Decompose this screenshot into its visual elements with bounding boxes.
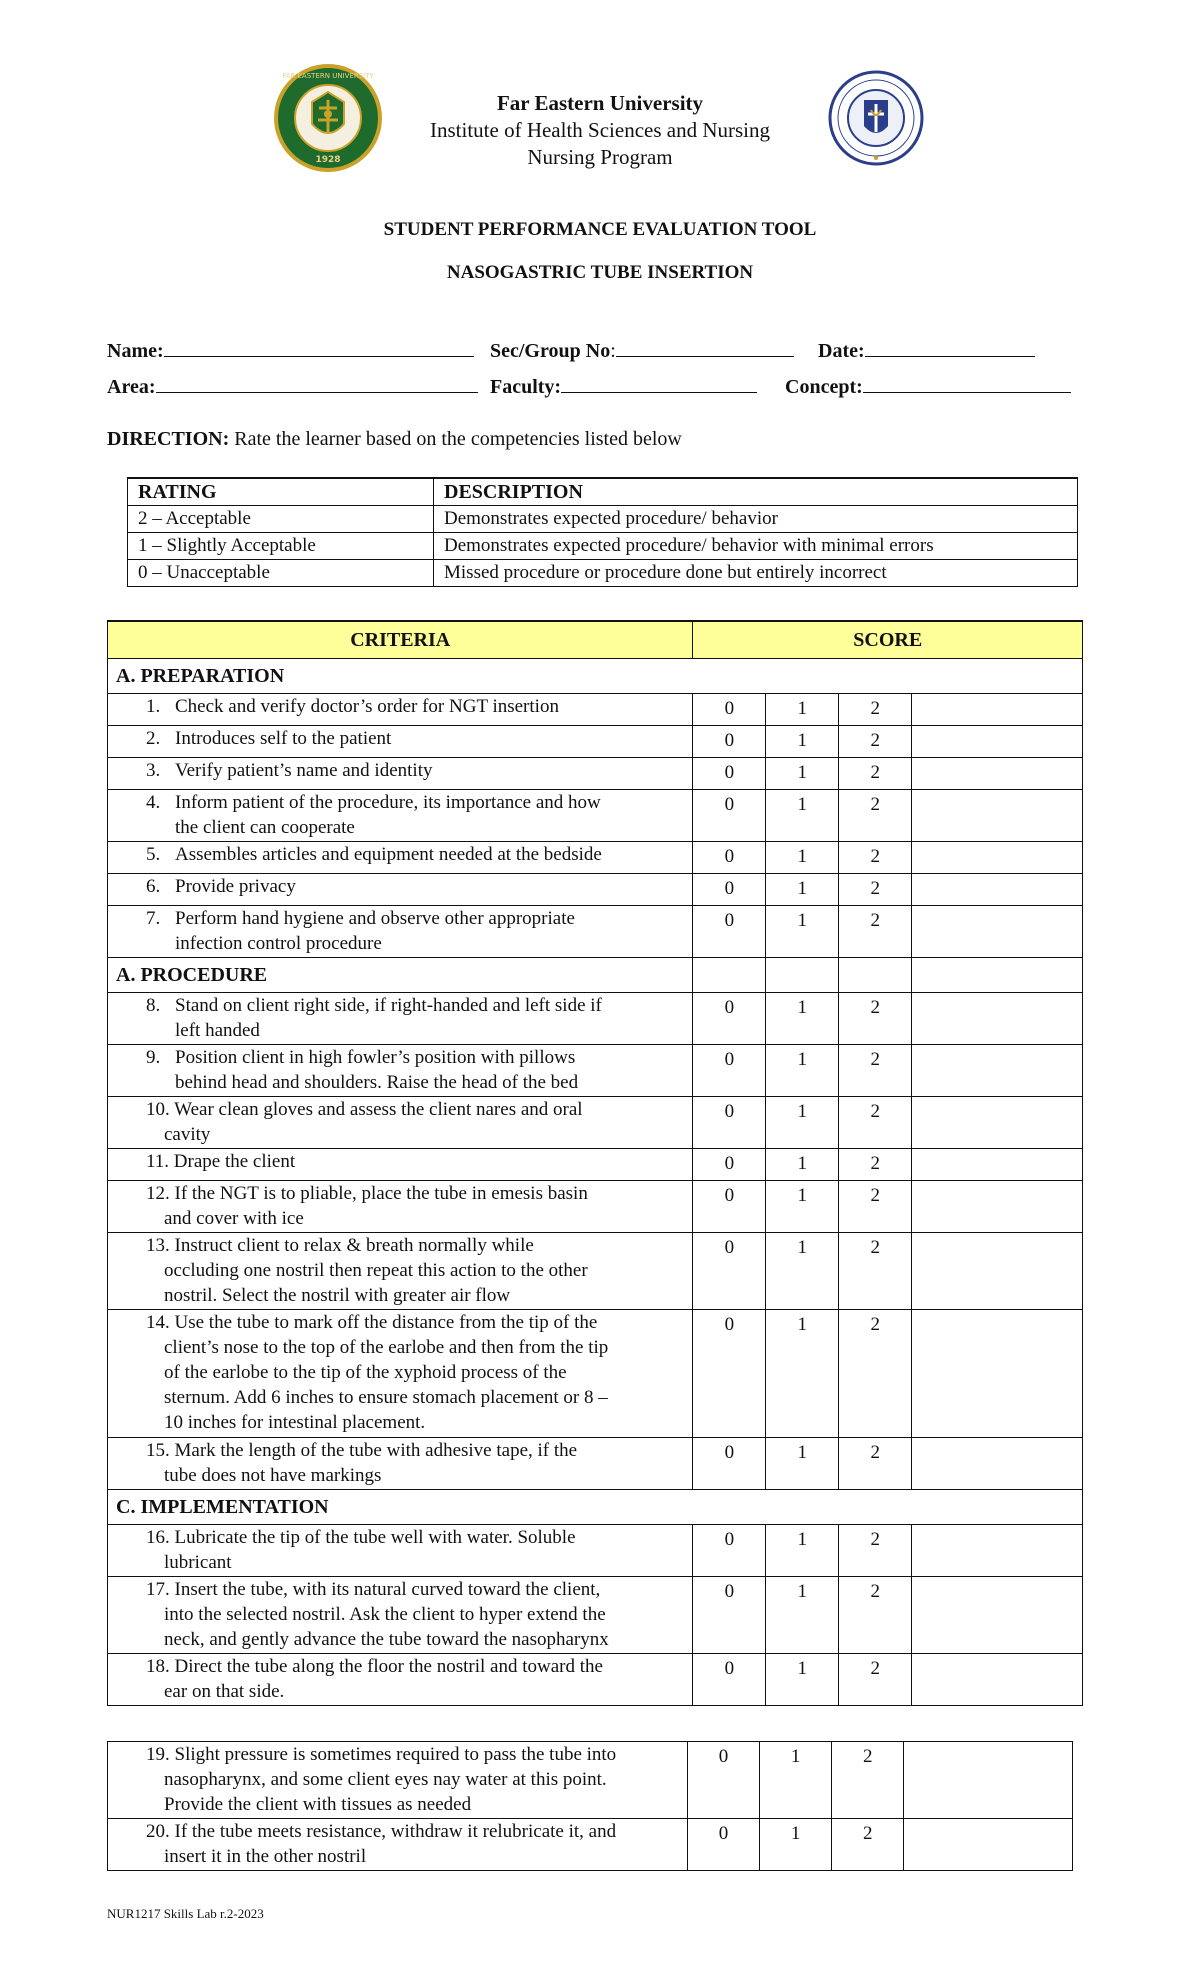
score-option-0[interactable]: 0	[693, 694, 766, 726]
score-option-2[interactable]: 2	[839, 1149, 912, 1181]
rating-row	[128, 560, 1078, 587]
score-option-0[interactable]: 0	[693, 1438, 766, 1490]
item-number: 3.	[146, 760, 161, 781]
score-option-2[interactable]: 2	[839, 1310, 912, 1438]
item-text-line: Provide privacy	[175, 876, 296, 897]
item-text-line: Lubricate the tip of the tube well with water. Soluble	[174, 1527, 576, 1548]
item-text-line: 10 inches for intestinal placement.	[164, 1412, 426, 1433]
item-text-line: ear on that side.	[164, 1681, 285, 1702]
score-remarks-cell[interactable]	[912, 1438, 1083, 1490]
score-header: SCORE	[693, 621, 1083, 659]
score-remarks-cell[interactable]	[912, 1181, 1083, 1233]
score-option-2[interactable]: 2	[839, 1654, 912, 1706]
score-option-0[interactable]: 0	[688, 1742, 760, 1819]
score-option-0[interactable]: 0	[693, 1654, 766, 1706]
criteria-item-row	[108, 1819, 1073, 1871]
score-remarks-cell[interactable]	[912, 758, 1083, 790]
score-option-0[interactable]: 0	[693, 842, 766, 874]
criteria-item-row	[108, 1742, 1073, 1819]
empty-score-cell	[693, 958, 766, 993]
score-option-1[interactable]: 1	[766, 1654, 839, 1706]
score-option-1[interactable]: 1	[766, 1310, 839, 1438]
score-remarks-cell[interactable]	[912, 842, 1083, 874]
item-number: 9.	[146, 1047, 161, 1068]
item-text-line: Direct the tube along the floor the nostril and toward the	[174, 1656, 603, 1677]
direction-body: Rate the learner based on the competencies listed below	[229, 428, 682, 450]
item-text-line: Mark the length of the tube with adhesive tape, if the	[174, 1440, 578, 1461]
item-text-line: Slight pressure is sometimes required to pass the tube into	[174, 1744, 617, 1765]
score-remarks-cell[interactable]	[912, 1654, 1083, 1706]
item-text-line: Check and verify doctor’s order for NGT insertion	[175, 696, 559, 717]
rating-value: 1 – Slightly Acceptable	[128, 533, 434, 560]
rating-description: Demonstrates expected procedure/ behavior with minimal errors	[434, 533, 1078, 560]
criteria-item-row	[108, 790, 1083, 842]
item-text-line: infection control procedure	[175, 933, 382, 954]
item-text-line: Assembles articles and equipment needed at the bedside	[175, 844, 602, 865]
name-field[interactable]	[107, 338, 474, 363]
item-number: 14.	[146, 1312, 170, 1333]
section-row-implementation	[108, 1490, 1083, 1525]
criteria-table-continued	[107, 1741, 1073, 1871]
criteria-table	[107, 620, 1083, 1706]
svg-text:1928: 1928	[315, 155, 341, 165]
score-remarks-cell[interactable]	[912, 726, 1083, 758]
concept-field[interactable]	[785, 374, 1071, 399]
score-option-1[interactable]: 1	[766, 842, 839, 874]
score-option-2[interactable]: 2	[839, 790, 912, 842]
score-option-1[interactable]: 1	[766, 1097, 839, 1149]
document-subtitle: NASOGASTRIC TUBE INSERTION	[446, 262, 754, 283]
criteria-item-row	[108, 1525, 1083, 1577]
score-remarks-cell[interactable]	[912, 790, 1083, 842]
empty-score-cell	[839, 958, 912, 993]
item-text-line: nasopharynx, and some client eyes nay water at this point.	[164, 1769, 607, 1790]
criteria-item-row	[108, 1181, 1083, 1233]
item-text-line: left handed	[175, 1020, 260, 1041]
item-number: 4.	[146, 792, 161, 813]
item-number: 12.	[146, 1183, 170, 1204]
section-heading: A. PREPARATION	[108, 659, 1083, 694]
criteria-item-row	[108, 874, 1083, 906]
score-option-1[interactable]: 1	[766, 874, 839, 906]
item-number: 18.	[146, 1656, 170, 1677]
item-number: 1.	[146, 696, 161, 717]
rating-value: 0 – Unacceptable	[128, 560, 434, 587]
score-remarks-cell[interactable]	[912, 1045, 1083, 1097]
score-option-2[interactable]: 2	[839, 1577, 912, 1654]
score-remarks-cell[interactable]	[912, 1310, 1083, 1438]
item-number: 8.	[146, 995, 161, 1016]
rating-header: RATING	[128, 478, 434, 506]
item-text-line: If the NGT is to pliable, place the tube in emesis basin	[174, 1183, 588, 1204]
criteria-item-row	[108, 758, 1083, 790]
item-text-line: and cover with ice	[164, 1208, 304, 1229]
criteria-item-row	[108, 1149, 1083, 1181]
score-option-0[interactable]: 0	[693, 1097, 766, 1149]
score-option-1[interactable]: 1	[766, 1045, 839, 1097]
item-text-line: into the selected nostril. Ask the client to hyper extend the	[164, 1604, 606, 1625]
score-option-2[interactable]: 2	[839, 1438, 912, 1490]
criteria-item-row	[108, 993, 1083, 1045]
score-remarks-cell[interactable]	[912, 1577, 1083, 1654]
item-text-line: neck, and gently advance the tube toward the nasopharynx	[164, 1629, 609, 1650]
section-row-preparation	[108, 659, 1083, 694]
score-option-1[interactable]: 1	[766, 993, 839, 1045]
item-text-line: Inform patient of the procedure, its importance and how	[175, 792, 601, 813]
section-heading: A. PROCEDURE	[108, 958, 693, 993]
score-option-0[interactable]: 0	[688, 1819, 760, 1871]
item-number: 11.	[146, 1151, 170, 1172]
score-option-1[interactable]: 1	[766, 1181, 839, 1233]
item-number: 20.	[146, 1821, 170, 1842]
score-remarks-cell[interactable]	[912, 993, 1083, 1045]
item-text-line: Verify patient’s name and identity	[175, 760, 433, 781]
item-text-line: sternum. Add 6 inches to ensure stomach placement or 8 –	[164, 1387, 608, 1408]
item-number: 5.	[146, 844, 161, 865]
item-text-line: Provide the client with tissues as needed	[164, 1794, 472, 1815]
criteria-header-row	[108, 621, 1083, 659]
rating-row	[128, 506, 1078, 533]
criteria-item-row	[108, 1310, 1083, 1438]
score-option-1[interactable]: 1	[766, 1233, 839, 1310]
item-text-line: Instruct client to relax & breath normally while	[174, 1235, 534, 1256]
criteria-item-row	[108, 906, 1083, 958]
score-option-0[interactable]: 0	[693, 1233, 766, 1310]
item-number: 19.	[146, 1744, 170, 1765]
item-number: 13.	[146, 1235, 170, 1256]
score-option-1[interactable]: 1	[766, 1525, 839, 1577]
name-label: Name:	[107, 340, 164, 362]
score-option-0[interactable]: 0	[693, 790, 766, 842]
score-option-2[interactable]: 2	[839, 1233, 912, 1310]
item-number: 15.	[146, 1440, 170, 1461]
item-text-line: cavity	[164, 1124, 211, 1145]
score-option-1[interactable]: 1	[766, 694, 839, 726]
criteria-item-row	[108, 842, 1083, 874]
score-remarks-cell[interactable]	[912, 1097, 1083, 1149]
item-text-line: insert it in the other nostril	[164, 1846, 367, 1867]
score-option-1[interactable]: 1	[766, 790, 839, 842]
score-option-1[interactable]: 1	[766, 1577, 839, 1654]
score-option-0[interactable]: 0	[693, 1149, 766, 1181]
faculty-field[interactable]	[490, 374, 757, 399]
item-text-line: Stand on client right side, if right-handed and left side if	[175, 995, 602, 1016]
sec-group-label: Sec/Group No	[490, 340, 611, 362]
description-header: DESCRIPTION	[434, 478, 1078, 506]
score-option-2[interactable]: 2	[839, 1097, 912, 1149]
score-option-2[interactable]: 2	[839, 1045, 912, 1097]
score-remarks-cell[interactable]	[912, 1149, 1083, 1181]
item-text-line: tube does not have markings	[164, 1465, 382, 1486]
score-remarks-cell[interactable]	[904, 1742, 1073, 1819]
rating-legend-table	[127, 477, 1078, 587]
concept-label: Concept:	[785, 376, 863, 398]
empty-score-cell	[912, 958, 1083, 993]
item-number: 6.	[146, 876, 161, 897]
score-option-2[interactable]: 2	[839, 1525, 912, 1577]
score-option-0[interactable]: 0	[693, 1045, 766, 1097]
criteria-item-row	[108, 1654, 1083, 1706]
item-text-line: occluding one nostril then repeat this action to the other	[164, 1260, 588, 1281]
criteria-item-row	[108, 726, 1083, 758]
university-name: Far Eastern University	[496, 91, 704, 115]
score-option-2[interactable]: 2	[832, 1819, 904, 1871]
empty-score-cell	[766, 958, 839, 993]
program-name: Nursing Program	[527, 145, 673, 169]
score-remarks-cell[interactable]	[912, 1233, 1083, 1310]
item-text-line: If the tube meets resistance, withdraw it relubricate it, and	[174, 1821, 617, 1842]
item-text-line: lubricant	[164, 1552, 232, 1573]
item-text-line: Insert the tube, with its natural curved toward the client,	[174, 1579, 601, 1600]
score-option-2[interactable]: 2	[839, 874, 912, 906]
item-text-line: the client can cooperate	[175, 817, 355, 838]
item-text-line: Wear clean gloves and assess the client nares and oral	[174, 1099, 583, 1120]
section-row-procedure	[108, 958, 1083, 993]
faculty-label: Faculty:	[490, 376, 562, 398]
rating-description: Missed procedure or procedure done but entirely incorrect	[434, 560, 1078, 587]
score-option-2[interactable]: 2	[839, 906, 912, 958]
score-option-2[interactable]: 2	[839, 1181, 912, 1233]
item-number: 2.	[146, 728, 161, 749]
item-text-line: of the earlobe to the tip of the xyphoid process of the	[164, 1362, 567, 1383]
score-option-2[interactable]: 2	[839, 726, 912, 758]
score-option-0[interactable]: 0	[693, 1525, 766, 1577]
criteria-item-row	[108, 1577, 1083, 1654]
institute-name: Institute of Health Sciences and Nursing	[430, 118, 770, 142]
criteria-header: CRITERIA	[108, 621, 693, 659]
institution-header	[300, 90, 900, 171]
score-option-2[interactable]: 2	[839, 694, 912, 726]
area-field[interactable]	[107, 374, 478, 399]
score-option-0[interactable]: 0	[693, 726, 766, 758]
score-option-2[interactable]: 2	[832, 1742, 904, 1819]
score-option-0[interactable]: 0	[693, 906, 766, 958]
score-option-0[interactable]: 0	[693, 993, 766, 1045]
rating-value: 2 – Acceptable	[128, 506, 434, 533]
score-option-1[interactable]: 1	[766, 726, 839, 758]
date-field[interactable]	[818, 338, 1035, 363]
item-text-line: Introduces self to the patient	[175, 728, 392, 749]
score-option-1[interactable]: 1	[766, 1438, 839, 1490]
criteria-item-row	[108, 694, 1083, 726]
direction-label: DIRECTION:	[107, 428, 230, 450]
rating-header-row	[128, 478, 1078, 506]
criteria-item-row	[108, 1097, 1083, 1149]
section-heading: C. IMPLEMENTATION	[108, 1490, 1083, 1525]
score-option-2[interactable]: 2	[839, 842, 912, 874]
item-number: 7.	[146, 908, 161, 929]
score-option-0[interactable]: 0	[693, 758, 766, 790]
score-remarks-cell[interactable]	[912, 1525, 1083, 1577]
score-option-1[interactable]: 1	[760, 1819, 832, 1871]
score-option-1[interactable]: 1	[766, 906, 839, 958]
score-option-0[interactable]: 0	[693, 874, 766, 906]
score-option-0[interactable]: 0	[693, 1577, 766, 1654]
svg-text:FAR EASTERN UNIVERSITY: FAR EASTERN UNIVERSITY	[282, 72, 374, 80]
item-text-line: Use the tube to mark off the distance from the tip of the	[174, 1312, 598, 1333]
score-remarks-cell[interactable]	[912, 906, 1083, 958]
item-text-line: Position client in high fowler’s position with pillows	[175, 1047, 576, 1068]
score-option-1[interactable]: 1	[760, 1742, 832, 1819]
score-remarks-cell[interactable]	[904, 1819, 1073, 1871]
rating-description: Demonstrates expected procedure/ behavior	[434, 506, 1078, 533]
item-number: 10.	[146, 1099, 170, 1120]
direction-text	[107, 428, 682, 451]
item-number: 16.	[146, 1527, 170, 1548]
rating-row	[128, 533, 1078, 560]
criteria-item-row	[108, 1438, 1083, 1490]
item-text-line: Drape the client	[173, 1151, 296, 1172]
item-text-line: client’s nose to the top of the earlobe and then from the tip	[164, 1337, 609, 1358]
score-option-0[interactable]: 0	[693, 1181, 766, 1233]
document-title: STUDENT PERFORMANCE EVALUATION TOOL	[383, 219, 817, 240]
footer-code: NUR1217 Skills Lab r.2-2023	[107, 1906, 264, 1921]
area-label: Area:	[107, 376, 156, 398]
item-text-line: nostril. Select the nostril with greater air flow	[164, 1285, 511, 1306]
score-option-2[interactable]: 2	[839, 993, 912, 1045]
score-option-1[interactable]: 1	[766, 1149, 839, 1181]
item-number: 17.	[146, 1579, 170, 1600]
item-text-line: behind head and shoulders. Raise the head of the bed	[175, 1072, 579, 1093]
score-option-2[interactable]: 2	[839, 758, 912, 790]
date-label: Date:	[818, 340, 865, 362]
score-remarks-cell[interactable]	[912, 874, 1083, 906]
item-text-line: Perform hand hygiene and observe other appropriate	[175, 908, 575, 929]
score-option-1[interactable]: 1	[766, 758, 839, 790]
score-remarks-cell[interactable]	[912, 694, 1083, 726]
criteria-item-row	[108, 1045, 1083, 1097]
sec-group-field[interactable]: Sec/Group No:	[490, 338, 794, 363]
score-option-0[interactable]: 0	[693, 1310, 766, 1438]
criteria-item-row	[108, 1233, 1083, 1310]
